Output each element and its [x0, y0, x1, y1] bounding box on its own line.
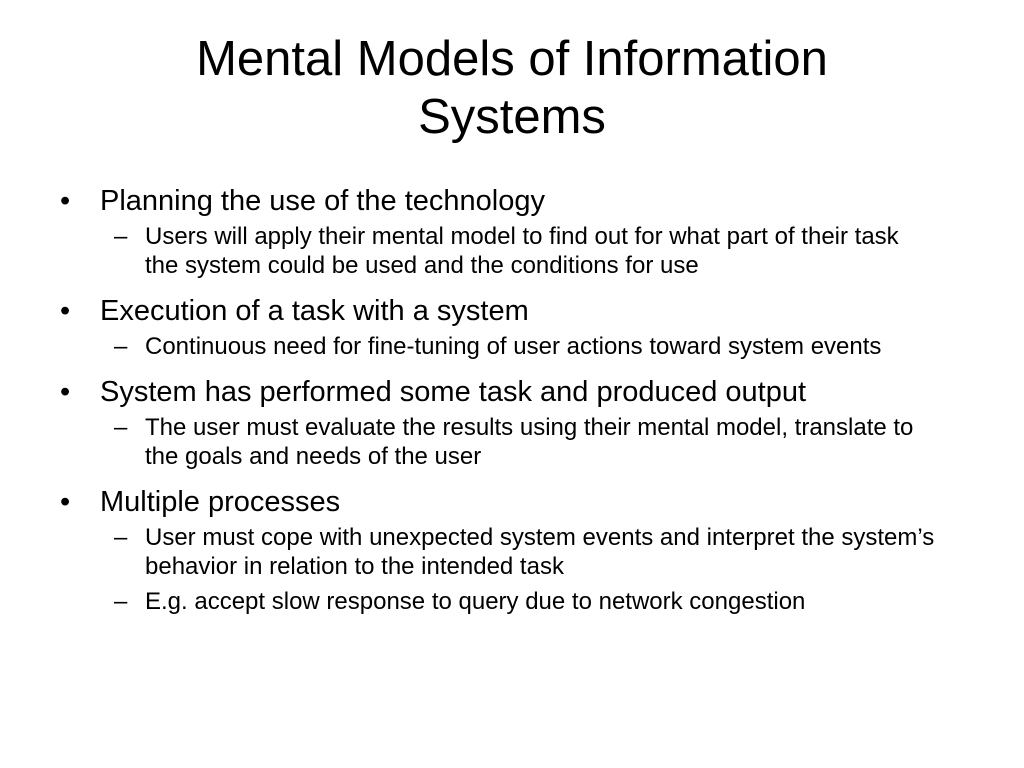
- bullet-marker: •: [60, 376, 71, 408]
- sub-bullet-marker: –: [114, 223, 128, 250]
- sub-bullet-marker: –: [114, 524, 128, 551]
- sub-bullet-text: The user must evaluate the results using their mental model, translate to the goals and needs of the user: [145, 414, 914, 470]
- bullet-item: [0, 182, 1024, 280]
- bullet-text: System has performed some task and produced output: [100, 376, 807, 408]
- bullet-marker: •: [60, 295, 71, 327]
- bullet-item: [0, 292, 1024, 361]
- sub-bullet-marker: –: [114, 333, 128, 360]
- bullet-text: Planning the use of the technology: [100, 185, 545, 217]
- sub-bullet-item: [0, 587, 1015, 616]
- bullet-text: Execution of a task with a system: [100, 295, 529, 327]
- sub-bullet-marker: –: [114, 588, 128, 615]
- slide-body: [0, 182, 1024, 622]
- sub-bullet-text: Continuous need for fine-tuning of user actions toward system events: [145, 333, 882, 360]
- bullet-text: Multiple processes: [100, 486, 341, 518]
- bullet-marker: •: [60, 486, 71, 518]
- bullet-item: [0, 373, 1024, 471]
- bullet-item: [0, 483, 1024, 616]
- slide-title: [60, 30, 964, 146]
- sub-bullet-text: Users will apply their mental model to find out for what part of their task the system could be used and the conditions for use: [145, 223, 899, 279]
- sub-bullet-marker: –: [114, 414, 128, 441]
- slide-title-line-1: Mental Models of Information: [196, 32, 828, 86]
- sub-bullet-item: [0, 413, 960, 471]
- bullet-marker: •: [60, 185, 71, 217]
- sub-bullet-item: [0, 523, 1015, 581]
- slide-title-line-2: Systems: [418, 90, 606, 144]
- sub-bullet-item: [0, 332, 975, 361]
- sub-bullet-item: [0, 222, 970, 280]
- sub-bullet-text: User must cope with unexpected system events and interpret the system’s behavior in relation to the intended task: [145, 524, 935, 580]
- sub-bullet-text: E.g. accept slow response to query due to network congestion: [145, 588, 806, 615]
